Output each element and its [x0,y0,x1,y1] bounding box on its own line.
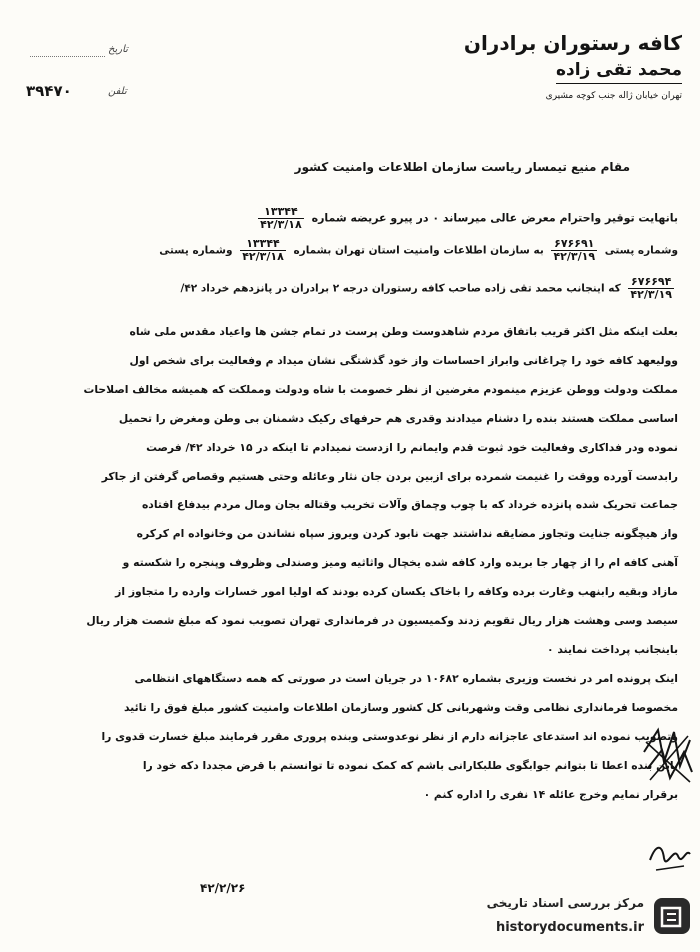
body-line: مازاد وبقیه رابنهب وغارت برده وکافه را باخاک یکسان کرده بودند که اولیا امور خسارات وارده را متجاوز از [115,585,678,599]
body-line: بعلت اینکه مثل اکثر قریب باتفاق مردم شاهدوست وطن پرست در تمام جشن ها واعیاد مقدس ملی شاه [129,325,678,338]
letterhead [422,30,682,102]
body-line: سیصد وسی وهشت هزار ریال تقویم زدند وکمیسیون در فرمانداری تهران تصویب نمود که مبلغ شصت هزار ریال [86,614,678,628]
reference-line-1 [38,206,678,231]
body-line: اساسی مملکت هستند بنده را دشنام میدادند وقدری هم حرفهای رکیک دشمنان بی وطن ومغرض را تحمیل [118,411,678,425]
company-name: کافه رستوران برادران [463,31,682,55]
body-line: نموده ودر فداکاری وفعالیت خود ثبوت قدم وایمانم را ازدست نمیدادم تا اینکه در ۱۵ خرداد ۴۲/ فرصت [146,440,678,454]
handwritten-annotation-icon [640,722,696,786]
archive-watermark [444,888,694,946]
letter-body [16,318,678,809]
date-line [30,56,105,57]
addressee: مقام منیع تیمسار ریاست سازمان اطلاعات وامنیت کشور [294,160,630,174]
body-line: برقرار نمایم وخرج عائله ۱۴ نفری را اداره کنم ۰ [423,787,678,801]
body-line: مملکت ودولت ووطن عزیزم مینمودم مغرضین از نظر خصومت با شاه ودولت ومملکت که همیشه مخالف اصلاحات [83,382,678,396]
watermark-text-fa: مرکز بررسی اسناد تاریخی [486,896,644,910]
body-line: اینک پرونده امر در نخست وزیری بشماره ۱۰۶۸۲ در جریان است در صورتی که همه دستگاههای انتظامی [134,671,678,685]
body-line: جماعت تحریک شده پانزده خرداد که با چوب وچماق وآلات تخریب وقتاله بجان ومال مردم بیدفاع افتاده [141,498,678,512]
date-label: تاریخ [108,44,128,55]
body-line: آهنی کافه ام را از چهار جا بریده وارد کافه شده یخچال واثاثیه ومیز وصندلی وظروف وپنجره را شکسته و [122,556,678,570]
body-line: واز هیچگونه جنایت وتجاوز مضایقه نداشتند جهت نابود کردن ویروز سپاه نشاندن من وخانواده ام کرکره [136,527,678,541]
body-line: مخصوصا فرمانداری نظامی وقت وشهربانی کل کشور وسازمان اطلاعات وامنیت کشور مبلغ فوق را تائید [123,700,678,714]
body-line: باینجانب پرداخت نمایند ۰ [546,642,678,656]
postal-number: $\frac{۶۷۶۶۹۱}{۴۲/۳/۱۹}$ [553,237,596,263]
reference-number: $\frac{۱۳۳۴۴}{۴۲/۳/۱۸}$ [260,205,302,231]
body-line: رابدست آورده ووقت را غنیمت شمرده برای ازبین بردن جان نثار وعائله وحتی هستیم وقصاص گرفتن از جاکر [101,469,678,483]
company-address: تهران خیابان ژاله جنب کوچه مشیری [545,91,682,101]
handwritten-initials-icon [646,836,692,876]
body-line: باین بنده اعطا تا بتوانم جوابگوی طلبکارانی باشم که کمک نموده تا توانستم با قرض مجددا دکه خود را [142,758,678,772]
closing-date: ۴۲/۲/۲۶ [200,881,246,895]
watermark-text-en: historydocuments.ir [495,920,644,935]
archive-logo-icon [650,894,694,938]
body-line: وولیعهد کافه خود را چراغانی وابراز احساسات واز خود گذشتگی نشان میداد م وفعالیت برای شخص اول [129,353,678,367]
reference-line-3: $\frac{۶۷۶۶۹۴}{۴۲/۳/۱۹}$ که اینجانب محمد تقی زاده صاحب کافه رستوران درجه ۲ برادران در پانزدهم خرداد ۴۲/ [180,275,672,301]
phone-label: تلفن [108,86,127,97]
phone-number: ۳۹۴۷۰ [26,82,72,100]
reference-line-2: وشماره پستی $\frac{۶۷۶۶۹۱}{۴۲/۳/۱۹}$ به سازمان اطلاعات وامنیت استان تهران بشماره $\frac{۱۳۳۴۴}{۴۲/۳/۱۸}$ وشماره پستی [159,237,678,263]
postal-number-2: $\frac{۶۷۶۶۹۴}{۴۲/۳/۱۹}$ [630,275,672,301]
reference-text: بانهایت توقیر واحترام معرض عالی میرساند ۰ در پیرو عریضه شماره [311,211,678,225]
file-number: $\frac{۱۳۳۴۴}{۴۲/۳/۱۸}$ [242,237,284,263]
owner-name: محمد تقی زاده [556,58,682,84]
body-line: وتصویب نموده اند استدعای عاجزانه دارم از نظر نوعدوستی وبنده پروری مقرر فرمایند مبلغ خسارت قدوی را [101,729,678,743]
